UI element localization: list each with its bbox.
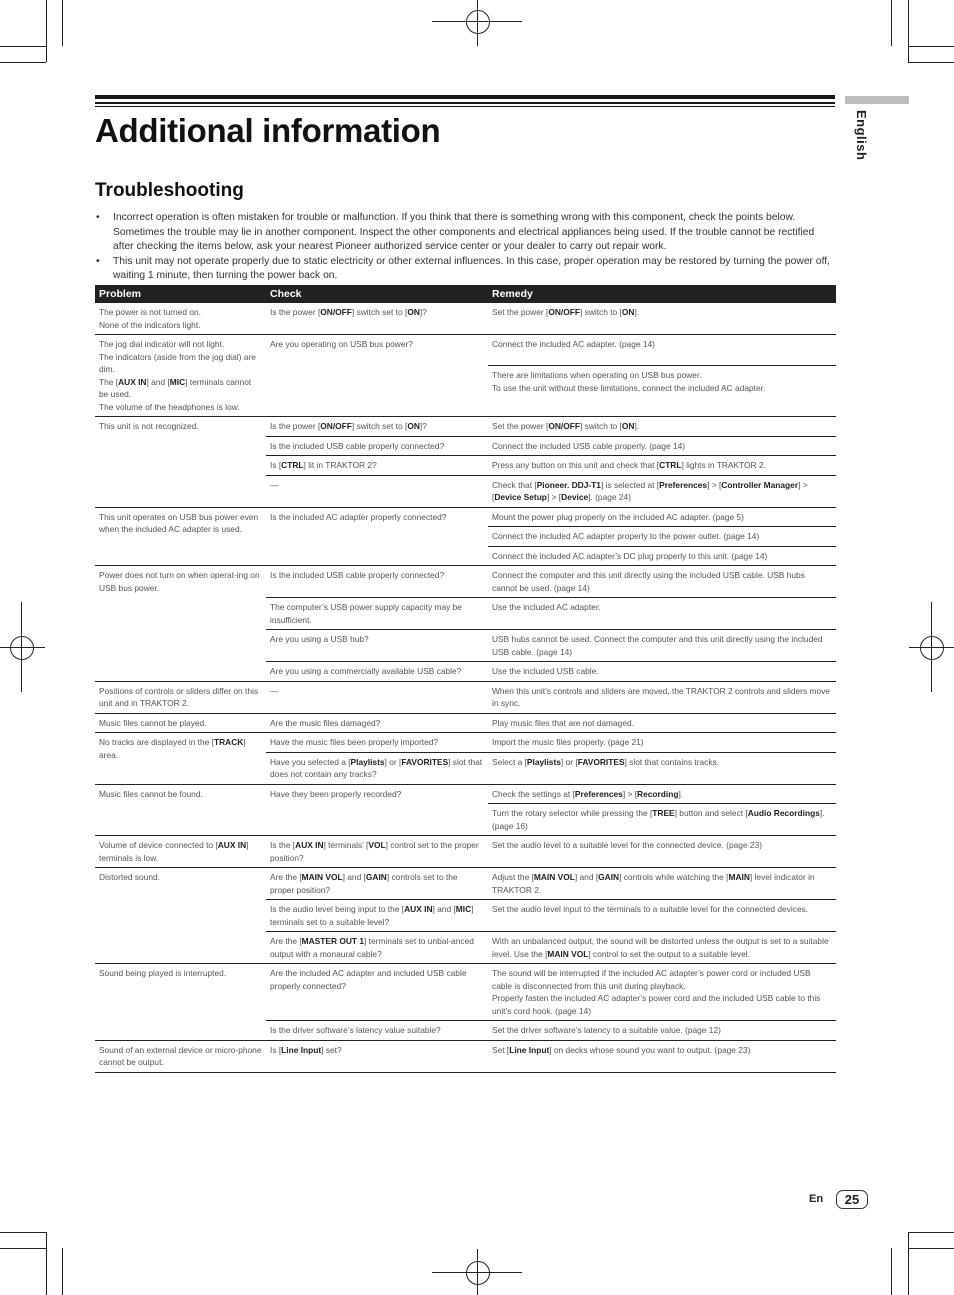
crop-mark — [908, 62, 954, 63]
table-row — [95, 868, 836, 900]
registration-mark — [920, 636, 944, 660]
table-row — [95, 836, 836, 868]
check-cell: — — [266, 681, 488, 713]
problem-cell: Music files cannot be found. — [95, 784, 266, 836]
remedy-cell: Set the audio level input to the terminals to a suitable level for the connected devices. — [488, 900, 836, 932]
problem-cell: Music files cannot be played. — [95, 713, 266, 733]
check-cell: Is the included AC adapter properly connected? — [266, 507, 488, 566]
crop-mark — [46, 1232, 47, 1295]
crop-mark — [908, 1232, 954, 1233]
check-cell: — — [266, 475, 488, 507]
remedy-cell: With an unbalanced output, the sound will be distorted unless the output is set to a suitable level. Use the [MAIN VOL] control to set the output to a suitable level. — [488, 932, 836, 964]
table-row — [95, 784, 836, 804]
remedy-cell: Set [Line Input] on decks whose sound you want to output. (page 23) — [488, 1040, 836, 1072]
check-cell: Are you operating on USB bus power? — [266, 335, 488, 417]
remedy-cell: Play music files that are not damaged. — [488, 713, 836, 733]
header-rule — [95, 95, 835, 99]
intro-bullet-list — [95, 211, 835, 284]
table-row — [95, 303, 836, 335]
check-cell: Is the driver software’s latency value suitable? — [266, 1021, 488, 1041]
remedy-cell: There are limitations when operating on USB bus power. To use the unit without these limitations, connect the included AC adapter. — [488, 366, 836, 417]
problem-cell: The power is not turned on. None of the indicators light. — [95, 303, 266, 335]
check-cell: Are the [MASTER OUT 1] terminals set to unbal-anced output with a monaural cable? — [266, 932, 488, 964]
crop-mark — [908, 0, 909, 62]
check-cell: Have you selected a [Playlists] or [FAVORITES] slot that does not contain any tracks? — [266, 752, 488, 784]
check-cell: The computer’s USB power supply capacity may be insufficient. — [266, 598, 488, 630]
remedy-cell: Check the settings at [Preferences] > [Recording]. — [488, 784, 836, 804]
table-row — [95, 335, 836, 366]
remedy-cell: Connect the computer and this unit directly using the included USB cable. USB hubs cannot be used. (page 14) — [488, 566, 836, 598]
remedy-cell: Press any button on this unit and check that [CTRL] lights in TRAKTOR 2. — [488, 456, 836, 476]
footer-language: En — [809, 1193, 824, 1205]
check-cell: Have the music files been properly imported? — [266, 733, 488, 753]
crop-mark — [0, 46, 46, 47]
check-cell: Have they been properly recorded? — [266, 784, 488, 836]
remedy-cell: The sound will be interrupted if the included AC adapter’s power cord or included USB cable is disconnected from this unit during playback. Properly fasten the included AC adapter’s power cord and the included USB cable to this unit’s cord hook. (page 14) — [488, 964, 836, 1021]
remedy-cell: When this unit’s controls and sliders are moved, the TRAKTOR 2 controls and sliders move in sync. — [488, 681, 836, 713]
intro-bullet: • This unit may not operate properly due to static electricity or other external influences. In this case, proper operation may be restored by turning the power off, waiting 1 minute, then turning the power back on. — [95, 255, 835, 284]
remedy-cell: Adjust the [MAIN VOL] and [GAIN] controls while watching the [MAIN] level indicator in TRAKTOR 2. — [488, 868, 836, 900]
problem-cell: This unit is not recognized. — [95, 417, 266, 508]
column-header-check: Check — [266, 285, 488, 303]
check-cell: Is the included USB cable properly connected? — [266, 436, 488, 456]
table-row — [95, 964, 836, 1021]
check-cell: Is the power [ON/OFF] switch set to [ON]? — [266, 417, 488, 437]
remedy-cell: Use the included USB cable. — [488, 662, 836, 682]
column-header-problem: Problem — [95, 285, 266, 303]
registration-mark — [466, 1261, 490, 1285]
table-row — [95, 566, 836, 598]
check-cell: Is the power [ON/OFF] switch set to [ON]? — [266, 303, 488, 335]
table-row — [95, 733, 836, 753]
crop-mark — [908, 46, 954, 47]
remedy-cell: Connect the included AC adapter properly to the power outlet. (page 14) — [488, 527, 836, 547]
check-cell: Is [Line Input] set? — [266, 1040, 488, 1072]
remedy-cell: Set the driver software’s latency to a suitable value. (page 12) — [488, 1021, 836, 1041]
problem-cell: Positions of controls or sliders differ on this unit and in TRAKTOR 2. — [95, 681, 266, 713]
table-body — [95, 303, 836, 1072]
crop-mark — [891, 1248, 892, 1295]
crop-mark — [0, 1248, 46, 1249]
remedy-cell: Connect the included AC adapter. (page 14) — [488, 335, 836, 366]
crop-mark — [62, 1248, 63, 1295]
table-row — [95, 1040, 836, 1072]
section-title: Troubleshooting — [95, 180, 244, 201]
troubleshooting-table — [95, 285, 836, 1073]
remedy-cell: Turn the rotary selector while pressing the [TREE] button and select [Audio Recordings]. (page 16) — [488, 804, 836, 836]
table-row — [95, 681, 836, 713]
remedy-cell: Set the power [ON/OFF] switch to [ON]. — [488, 303, 836, 335]
remedy-cell: Set the power [ON/OFF] switch to [ON]. — [488, 417, 836, 437]
registration-mark — [10, 636, 34, 660]
crop-mark — [891, 0, 892, 46]
language-tab-bar — [845, 96, 909, 104]
remedy-cell: Import the music files properly. (page 21) — [488, 733, 836, 753]
check-cell: Are you using a USB hub? — [266, 630, 488, 662]
crop-mark — [0, 62, 46, 63]
problem-cell: Power does not turn on when operat-ing on USB bus power. — [95, 566, 266, 682]
problem-cell: Sound of an external device or micro-phone cannot be output. — [95, 1040, 266, 1072]
check-cell: Are the included AC adapter and included USB cable properly connected? — [266, 964, 488, 1021]
column-header-remedy: Remedy — [488, 285, 836, 303]
problem-cell: No tracks are displayed in the [TRACK] area. — [95, 733, 266, 785]
table-row — [95, 507, 836, 527]
remedy-cell: Use the included AC adapter. — [488, 598, 836, 630]
problem-cell: This unit operates on USB bus power even when the included AC adapter is used. — [95, 507, 266, 566]
check-cell: Is the [AUX IN] terminals’ [VOL] control set to the proper position? — [266, 836, 488, 868]
problem-cell: Distorted sound. — [95, 868, 266, 964]
crop-mark — [0, 1232, 46, 1233]
problem-cell: Volume of device connected to [AUX IN] terminals is low. — [95, 836, 266, 868]
remedy-cell: Connect the included USB cable properly. (page 14) — [488, 436, 836, 456]
problem-cell: Sound being played is interrupted. — [95, 964, 266, 1041]
crop-mark — [908, 1232, 909, 1295]
table-row — [95, 417, 836, 437]
remedy-cell: Set the audio level to a suitable level for the connected device. (page 23) — [488, 836, 836, 868]
crop-mark — [46, 0, 47, 62]
crop-mark — [908, 1248, 954, 1249]
header-rule — [95, 102, 835, 104]
header-rule — [95, 106, 835, 107]
table-row — [95, 713, 836, 733]
check-cell: Are the [MAIN VOL] and [GAIN] controls set to the proper position? — [266, 868, 488, 900]
remedy-cell: Mount the power plug properly on the included AC adapter. (page 5) — [488, 507, 836, 527]
check-cell: Is [CTRL] lit in TRAKTOR 2? — [266, 456, 488, 476]
check-cell: Is the audio level being input to the [AUX IN] and [MIC] terminals set to a suitable level? — [266, 900, 488, 932]
remedy-cell: Check that [Pioneer. DDJ-T1] is selected at [Preferences] > [Controller Manager] > [Device Setup] > [Device]. (page 24) — [488, 475, 836, 507]
crop-mark — [62, 0, 63, 46]
language-tab-label: English — [854, 110, 869, 161]
registration-mark — [466, 10, 490, 34]
page-title: Additional information — [95, 112, 441, 149]
check-cell: Is the included USB cable properly connected? — [266, 566, 488, 598]
check-cell: Are the music files damaged? — [266, 713, 488, 733]
page-number: 25 — [836, 1190, 868, 1209]
remedy-cell: Select a [Playlists] or [FAVORITES] slot that contains tracks. — [488, 752, 836, 784]
intro-bullet: • Incorrect operation is often mistaken for trouble or malfunction. If you think that there is something wrong with this component, check the points below. Sometimes the trouble may lie in another component. Inspect the other components and electrical appliances being used. If the trouble cannot be rectified after checking the items below, ask your nearest Pioneer authorized service center or your dealer to carry out repair work. — [95, 211, 835, 255]
remedy-cell: Connect the included AC adapter’s DC plug properly to this unit. (page 14) — [488, 546, 836, 566]
table-header-row — [95, 285, 836, 303]
problem-cell: The jog dial indicator will not light. The indicators (aside from the jog dial) are dim. The [AUX IN] and [MIC] terminals cannot be used. The volume of the headphones is low. — [95, 335, 266, 417]
check-cell: Are you using a commercially available USB cable? — [266, 662, 488, 682]
remedy-cell: USB hubs cannot be used. Connect the computer and this unit directly using the included USB cable. (page 14) — [488, 630, 836, 662]
